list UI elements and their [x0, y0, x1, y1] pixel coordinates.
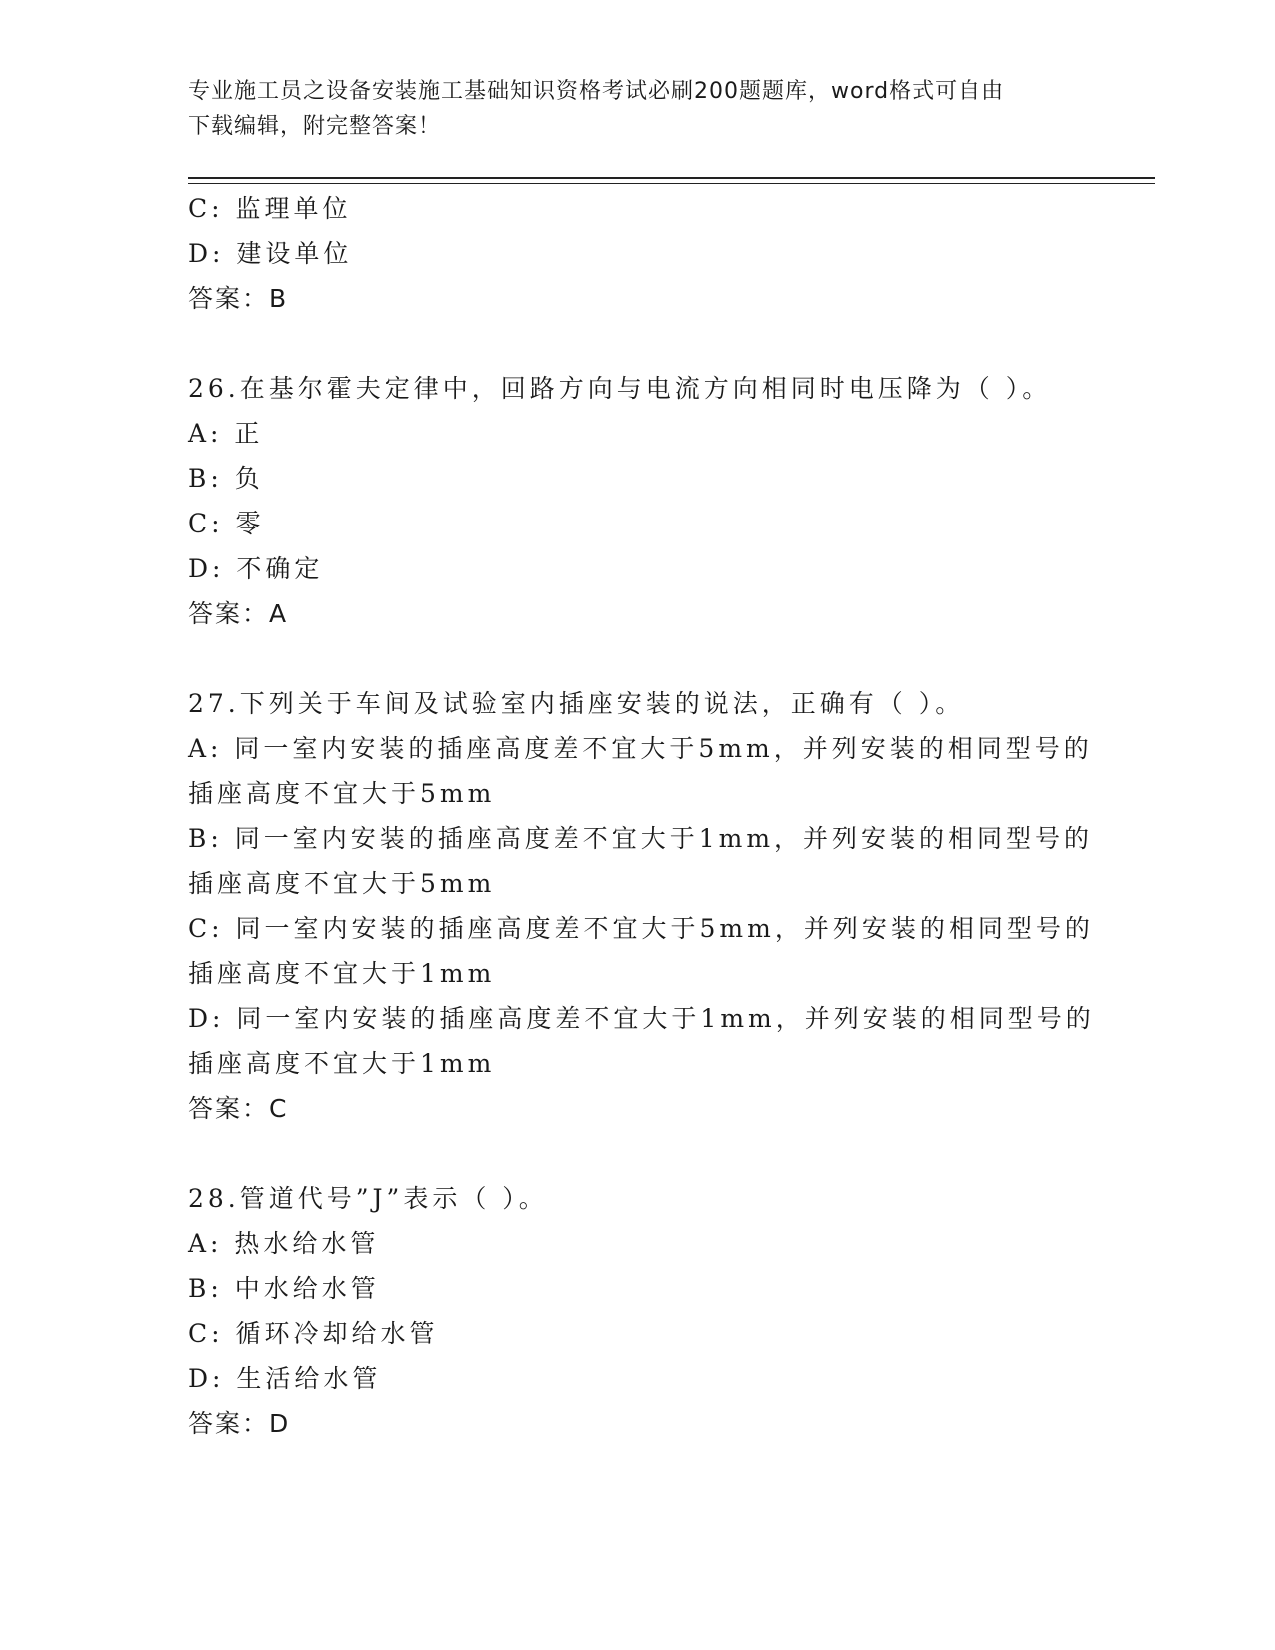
q27-option-d: D: 同一室内安装的插座高度差不宜大于1mm，并列安装的相同型号的 — [188, 1004, 1095, 1033]
q27-option-c: C: 同一室内安装的插座高度差不宜大于5mm，并列安装的相同型号的 — [188, 914, 1094, 943]
header-rule-thick — [188, 177, 1155, 179]
q28-stem: 28.管道代号”J”表示（ ）。 — [188, 1184, 548, 1213]
q28-option-c: C: 循环冷却给水管 — [188, 1319, 439, 1348]
q28-option-b: B: 中水给水管 — [188, 1274, 380, 1303]
q26-stem: 26.在基尔霍夫定律中，回路方向与电流方向相同时电压降为（ ）。 — [188, 374, 1052, 403]
q26-answer: 答案：A — [188, 599, 289, 628]
q27-option-b-cont: 插座高度不宜大于5mm — [188, 869, 496, 898]
document-header — [188, 74, 1078, 144]
q27-answer: 答案：C — [188, 1094, 289, 1123]
q26-option-a: A: 正 — [188, 419, 264, 448]
q28-answer: 答案：D — [188, 1409, 291, 1438]
q26-option-d: D: 不确定 — [188, 554, 324, 583]
q27-stem: 27.下列关于车间及试验室内插座安装的说法，正确有（ ）。 — [188, 689, 965, 718]
q26-option-c: C: 零 — [188, 509, 265, 538]
q26-option-b: B: 负 — [188, 464, 264, 493]
q25-option-d: D: 建设单位 — [188, 239, 353, 268]
q27-option-b: B: 同一室内安装的插座高度差不宜大于1mm，并列安装的相同型号的 — [188, 824, 1094, 853]
q28-option-d: D: 生活给水管 — [188, 1364, 382, 1393]
q27-option-a-cont: 插座高度不宜大于5mm — [188, 779, 496, 808]
q28-option-a: A: 热水给水管 — [188, 1229, 380, 1258]
header-rule-thin — [188, 183, 1155, 184]
q27-option-d-cont: 插座高度不宜大于1mm — [188, 1049, 496, 1078]
q25-answer: 答案：B — [188, 284, 289, 313]
header-line-2: 下载编辑，附完整答案！ — [188, 114, 442, 139]
q27-option-c-cont: 插座高度不宜大于1mm — [188, 959, 496, 988]
q27-option-a: A: 同一室内安装的插座高度差不宜大于5mm，并列安装的相同型号的 — [188, 734, 1093, 763]
header-line-1: 专业施工员之设备安装施工基础知识资格考试必刷200题题库，word格式可自由 — [188, 79, 1005, 104]
q25-option-c: C: 监理单位 — [188, 194, 352, 223]
